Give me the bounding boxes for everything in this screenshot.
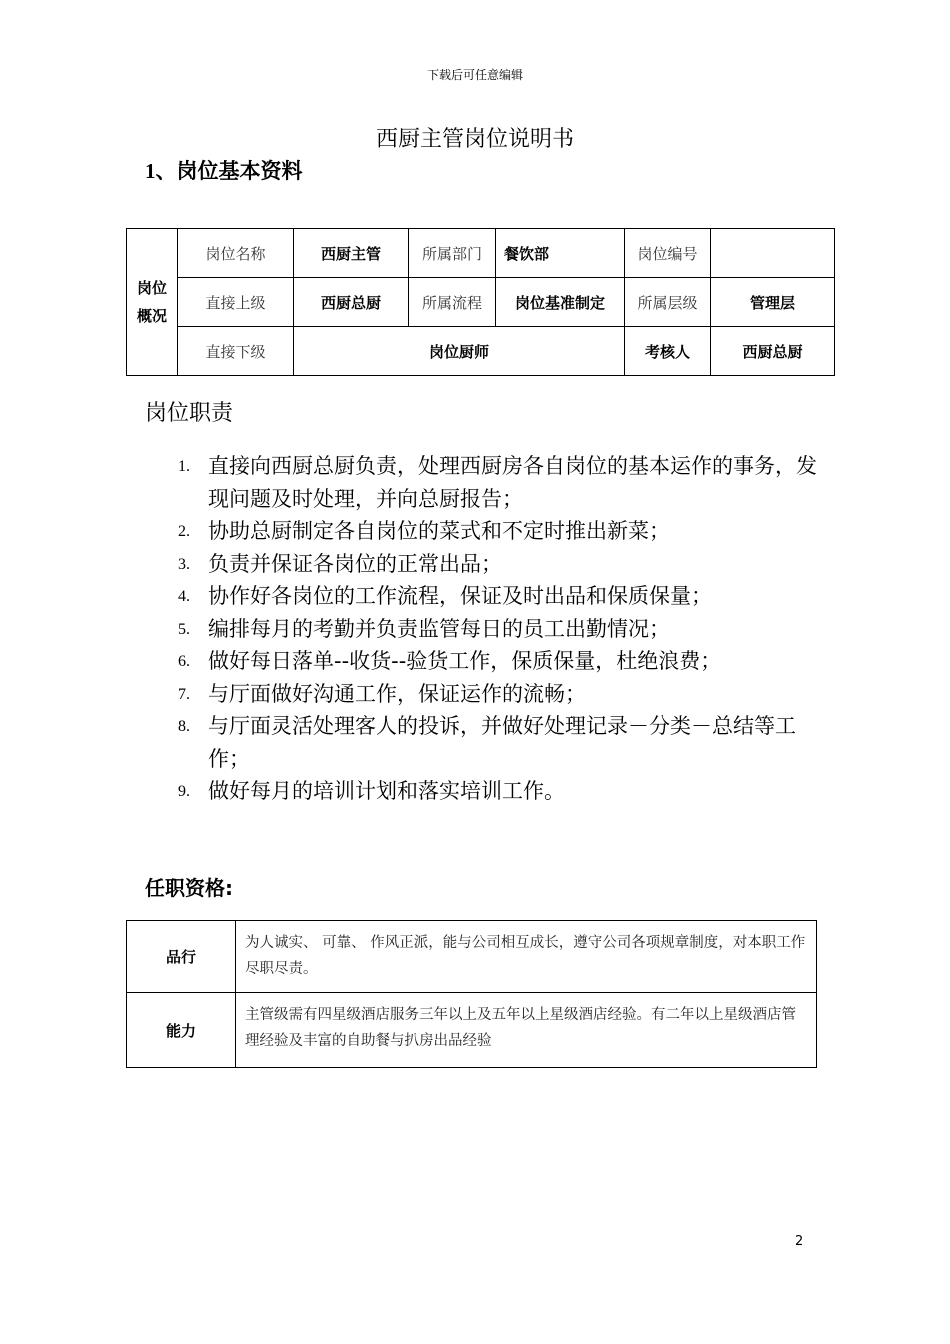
list-item — [178, 645, 818, 678]
table-row — [127, 993, 817, 1068]
table-row — [127, 229, 835, 278]
label-direct-superior: 直接上级 — [178, 278, 294, 327]
page-number: 2 — [795, 1234, 804, 1249]
item-number: 7. — [178, 685, 190, 703]
header-note: 下载后可任意编辑 — [426, 68, 523, 82]
qualification-text: 为人诚实、 可靠、 作风正派，能与公司相互成长，遵守公司各项规章制度，对本职工作尽职尽责。 — [236, 921, 817, 993]
position-info-table — [126, 228, 835, 376]
label-direct-subordinate: 直接下级 — [178, 327, 294, 376]
section-number: 1 — [145, 159, 156, 183]
item-number: 1. — [178, 458, 190, 475]
document-title: 西厨主管岗位说明书 — [375, 127, 574, 152]
label-level: 所属层级 — [625, 278, 711, 327]
item-number: 9. — [178, 783, 190, 800]
item-text: 直接向西厨总厨负责，处理西厨房各自岗位的基本运作的事务，发现问题及时处理，并向总厨报告； — [208, 454, 817, 511]
item-text: 与厅面做好沟通工作，保证运作的流畅； — [208, 681, 586, 706]
value-process: 岗位基准制定 — [496, 278, 625, 327]
list-item — [178, 710, 818, 775]
item-text: 编排每月的考勤并负责监管每日的员工出勤情况； — [208, 616, 670, 641]
list-item — [178, 580, 818, 613]
item-number: 2. — [178, 523, 190, 540]
value-direct-subordinate: 岗位厨师 — [294, 327, 625, 376]
value-position-code — [711, 229, 835, 278]
row-header-line: 岗位 — [136, 279, 167, 297]
row-header-line: 概况 — [136, 307, 167, 325]
section-heading-basic-info — [145, 155, 303, 185]
item-text: 协助总厨制定各自岗位的菜式和不定时推出新菜； — [208, 519, 670, 543]
item-text: 与厅面灵活处理客人的投诉，并做好处理记录－分类－总结等工作； — [208, 714, 796, 771]
section-title: 、岗位基本资料 — [155, 159, 303, 183]
value-position-name: 西厨主管 — [294, 229, 409, 278]
table-row — [127, 327, 835, 376]
list-item — [178, 678, 818, 711]
item-number: 6. — [178, 653, 190, 670]
item-number: 3. — [178, 555, 190, 573]
list-item — [178, 450, 818, 515]
qualification-label: 品行 — [127, 921, 236, 993]
label-position-code: 岗位编号 — [625, 229, 711, 278]
table-row — [127, 278, 835, 327]
item-text: 负责并保证各岗位的正常出品； — [208, 551, 502, 576]
list-item — [178, 613, 818, 646]
item-text: 做好每月的培训计划和落实培训工作。 — [208, 779, 565, 803]
item-number: 5. — [178, 620, 190, 638]
duties-list — [178, 450, 818, 808]
section-heading-duties: 岗位职责 — [145, 401, 234, 426]
item-text: 做好每日落单--收货--验货工作，保质保量，杜绝浪费； — [208, 649, 722, 673]
label-process: 所属流程 — [409, 278, 496, 327]
section-heading-qualifications: 任职资格: — [145, 876, 233, 900]
list-item — [178, 548, 818, 581]
qualification-text: 主管级需有四星级酒店服务三年以上及五年以上星级酒店经验。有二年以上星级酒店管理经验及丰富的自助餐与扒房出品经验 — [236, 993, 817, 1068]
list-item — [178, 775, 818, 808]
item-number: 8. — [178, 718, 190, 735]
qualifications-table — [126, 920, 817, 1068]
row-header-overview — [127, 229, 178, 376]
label-assessor: 考核人 — [625, 327, 711, 376]
value-direct-superior: 西厨总厨 — [294, 278, 409, 327]
list-item — [178, 515, 818, 548]
table-row — [127, 921, 817, 993]
value-level: 管理层 — [711, 278, 835, 327]
label-department: 所属部门 — [409, 229, 496, 278]
qualification-label: 能力 — [127, 993, 236, 1068]
item-text: 协作好各岗位的工作流程，保证及时出品和保质保量； — [208, 584, 712, 608]
item-number: 4. — [178, 588, 190, 605]
value-department: 餐饮部 — [496, 229, 625, 278]
value-assessor: 西厨总厨 — [711, 327, 835, 376]
label-position-name: 岗位名称 — [178, 229, 294, 278]
